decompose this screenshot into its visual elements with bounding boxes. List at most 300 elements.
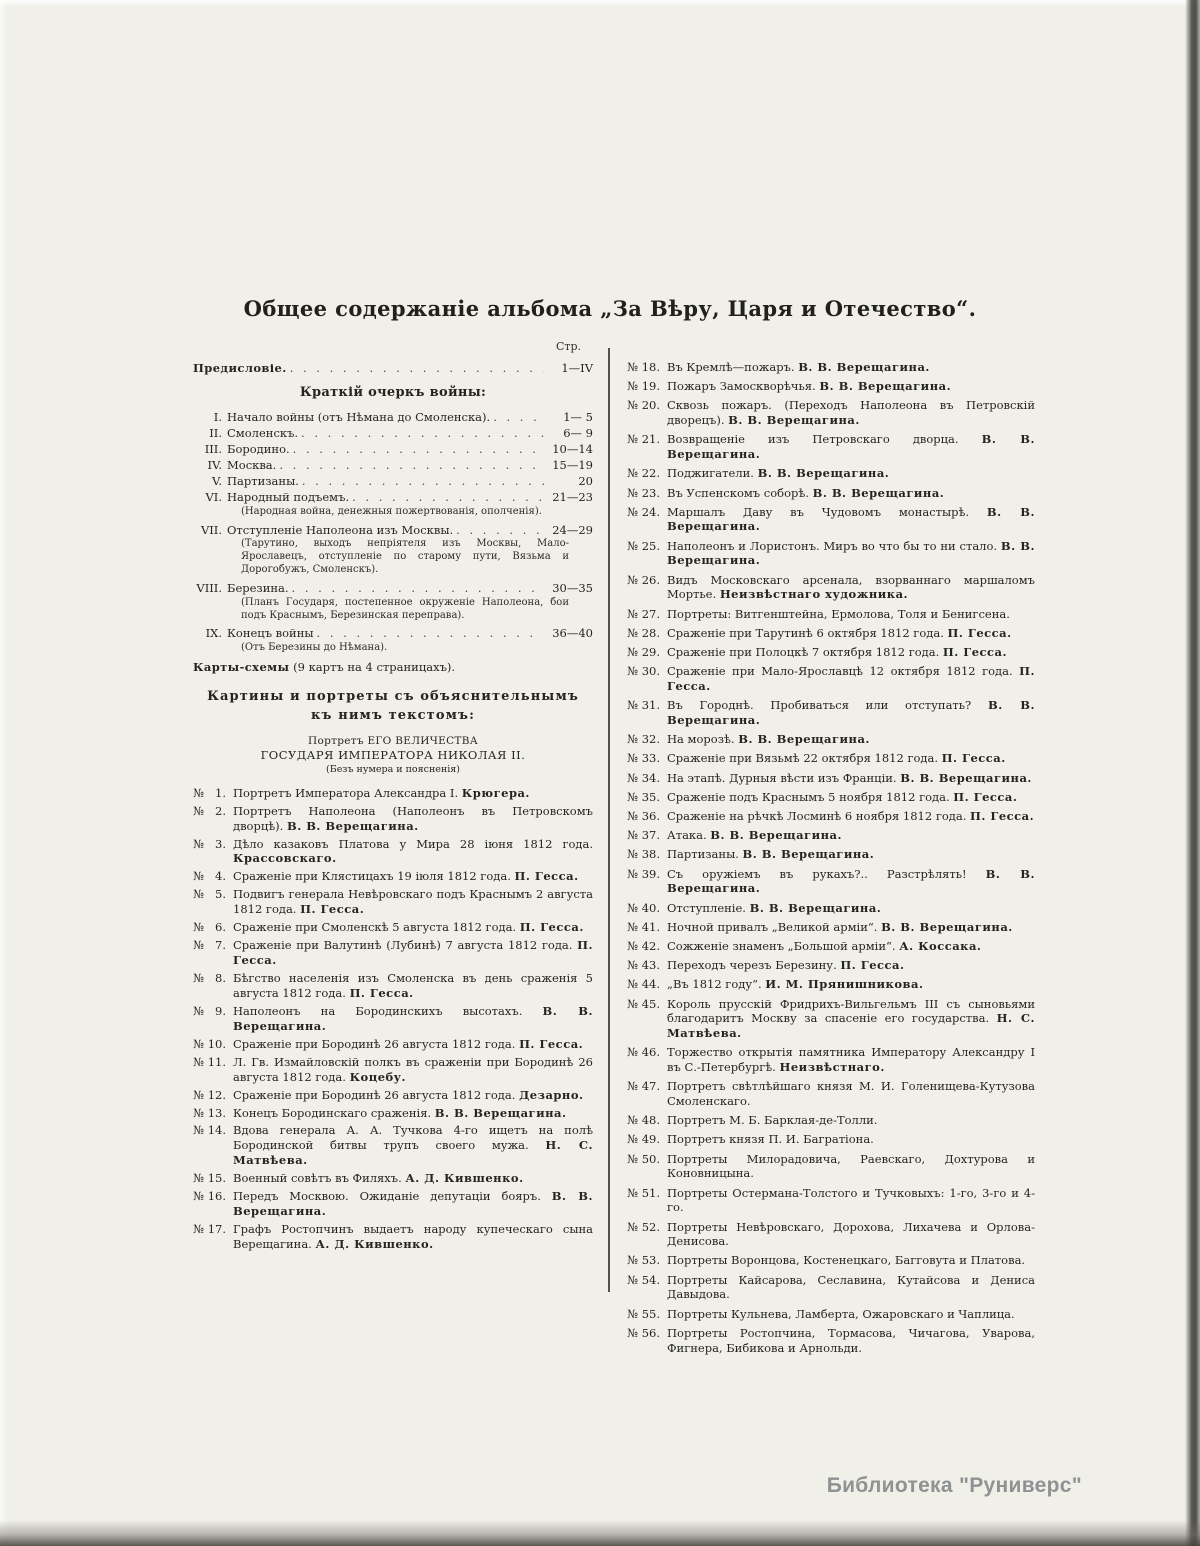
page-title: Общее содержаніе альбома „За Вѣру, Царя и Отечество“. <box>243 296 977 321</box>
essay-page-range: 36—40 <box>552 626 593 641</box>
item-title: На морозѣ. <box>667 732 739 747</box>
toc-item <box>193 804 593 834</box>
item-title: Конецъ Бородинскаго сраженія. <box>233 1105 435 1120</box>
numero-sign: № <box>627 1185 638 1200</box>
item-text <box>233 1171 593 1186</box>
item-number <box>627 573 667 602</box>
toc-item <box>627 398 1035 427</box>
toc-item <box>627 607 1035 622</box>
item-author: Н. С. Матвѣева. <box>667 1011 1035 1041</box>
item-index: 8. <box>215 971 226 985</box>
item-number <box>627 847 667 862</box>
item-title: Сраженіе подъ Краснымъ 5 ноября 1812 года. <box>667 789 954 804</box>
maps-rest: (9 картъ на 4 страницахъ). <box>289 660 456 675</box>
item-author: В. В. Верещагина. <box>738 732 870 747</box>
numero-sign: № <box>627 645 638 659</box>
item-text <box>233 804 593 834</box>
item-text <box>233 971 593 1001</box>
toc-item <box>627 432 1035 461</box>
numero-sign: № <box>627 485 638 500</box>
scan-edge-bottom <box>0 1520 1200 1546</box>
numero-sign: № <box>627 977 638 992</box>
numero-sign: № <box>627 789 638 804</box>
toc-item <box>193 971 593 1001</box>
numero-sign: № <box>627 1306 638 1321</box>
item-index: 39. <box>641 866 660 881</box>
numero-sign: № <box>627 1219 638 1234</box>
essay-page-range: 21—23 <box>552 489 593 504</box>
item-number <box>627 398 667 427</box>
item-index: 52. <box>641 1219 660 1234</box>
item-text <box>667 790 1035 805</box>
item-title: Портреты Кульнева, Ламберта, Ожаровскаго и Чаплица. <box>667 1306 1015 1321</box>
toc-item <box>193 920 593 935</box>
item-title: Переходъ черезъ Березину. <box>667 958 841 973</box>
item-author: В. В. Верещагина. <box>749 900 882 915</box>
item-text <box>667 867 1035 896</box>
item-index: 26. <box>641 572 660 587</box>
toc-item <box>627 847 1035 862</box>
item-title: Портреты Остермана-Толстого и Тучковыхъ: 1-го, 3-го и 4-го. <box>667 1185 1035 1215</box>
item-title: Портреты Милорадовича, Раевскаго, Дохтурова и Коновницына. <box>667 1151 1035 1181</box>
toc-item <box>627 1273 1035 1302</box>
item-title: Сраженіе при Клястицахъ 19 іюля 1812 года. <box>233 869 515 884</box>
item-number <box>627 1273 667 1302</box>
item-author: В. В. Верещагина. <box>667 866 1036 896</box>
item-number <box>627 1045 667 1074</box>
toc-item <box>627 1079 1035 1108</box>
item-index: 4. <box>215 869 226 884</box>
item-text <box>667 1113 1035 1128</box>
item-text <box>233 1037 593 1052</box>
toc-item <box>627 360 1035 375</box>
item-index: 27. <box>641 606 660 621</box>
item-title: Портретъ князя П. И. Багратіона. <box>667 1132 874 1147</box>
essay-item <box>193 523 593 538</box>
numero-sign: № <box>627 732 638 747</box>
essay-label: Народный подъемъ. <box>227 489 350 504</box>
item-author: Дезарно. <box>519 1087 584 1102</box>
numero-sign: № <box>193 836 204 851</box>
toc-item <box>627 1113 1035 1128</box>
item-title: Наполеонъ на Бородинскихъ высотахъ. <box>233 1003 543 1018</box>
numero-sign: № <box>627 398 638 413</box>
library-watermark: Библиотека "Руниверс" <box>826 1474 1082 1497</box>
item-title: Атака. <box>667 828 711 843</box>
item-number <box>627 751 667 766</box>
item-text <box>667 539 1035 568</box>
item-number <box>627 539 667 568</box>
item-index: 14. <box>207 1123 226 1138</box>
portrait-line-2: ГОСУДАРЯ ИМПЕРАТОРА НИКОЛАЯ II. <box>260 748 526 763</box>
item-index: 37. <box>641 828 660 843</box>
item-index: 46. <box>641 1045 660 1060</box>
item-title: Бѣгство населенія изъ Смоленска въ день сраженія 5 августа 1812 года. <box>233 971 593 1000</box>
numero-sign: № <box>627 1272 638 1287</box>
item-author: В. В. Верещагина. <box>798 360 930 374</box>
item-text <box>233 869 593 884</box>
page-number-column-header: Стр. <box>555 340 581 353</box>
numero-sign: № <box>627 1132 638 1147</box>
scan-edge-left <box>0 0 9 1546</box>
item-text <box>667 901 1035 916</box>
item-index: 34. <box>641 770 660 785</box>
essay-item <box>193 426 593 441</box>
item-index: 18. <box>641 360 660 374</box>
item-text <box>233 1222 593 1252</box>
item-author: П. Гесса. <box>947 625 1012 640</box>
item-number <box>627 1186 667 1215</box>
numero-sign: № <box>627 625 638 640</box>
essay-roman-numeral: VI. <box>205 489 222 504</box>
numero-sign: № <box>627 828 638 843</box>
toc-item <box>627 1307 1035 1322</box>
numero-sign: № <box>193 920 204 935</box>
item-text <box>233 1106 593 1121</box>
item-title: Вдова генерала А. А. Тучкова 4-го ищетъ на полѣ Бородинской битвы трупъ своего мужа. <box>233 1123 593 1153</box>
toc-item <box>627 698 1035 727</box>
item-author: В. В. Верещагина. <box>710 828 842 843</box>
essay-item <box>193 474 593 489</box>
toc-item <box>627 732 1035 747</box>
toc-item <box>627 1132 1035 1147</box>
item-number <box>193 971 233 1001</box>
item-text <box>667 1220 1035 1249</box>
essay-page-range: 10—14 <box>552 442 593 456</box>
item-index: 55. <box>641 1306 660 1321</box>
left-column <box>193 340 593 1255</box>
item-index: 38. <box>641 847 660 862</box>
item-author: А. Д. Кившенко. <box>315 1237 434 1251</box>
numero-sign: № <box>627 751 638 766</box>
essay-page-range: 20 <box>578 473 593 488</box>
item-index: 56. <box>641 1325 660 1340</box>
item-text <box>667 645 1035 660</box>
item-number <box>627 1326 667 1355</box>
essay-roman-numeral: II. <box>209 426 222 441</box>
essay-page-range: 24—29 <box>552 522 593 537</box>
item-index: 43. <box>641 958 660 973</box>
item-author: В. В. Верещагина. <box>667 504 1035 534</box>
toc-item <box>193 1106 593 1121</box>
item-title: На этапѣ. Дурныя вѣсти изъ Франціи. <box>667 770 901 785</box>
essay-roman-numeral: III. <box>204 442 222 456</box>
item-number <box>627 1220 667 1249</box>
item-title: Отступленіе. <box>667 900 750 915</box>
item-author: Крюгера. <box>461 785 530 800</box>
item-author: В. В. Верещагина. <box>233 1003 593 1033</box>
item-text <box>667 1186 1035 1215</box>
numero-sign: № <box>193 1036 204 1051</box>
numero-sign: № <box>627 698 638 713</box>
essay-note: (Народная война, денежныя пожертвованія, ополченія). <box>241 505 542 517</box>
item-index: 3. <box>215 836 226 851</box>
item-text <box>667 1045 1035 1074</box>
right-column <box>627 360 1035 1360</box>
item-author: И. М. Прянишникова. <box>765 977 924 992</box>
item-index: 16. <box>207 1189 226 1204</box>
item-number <box>627 997 667 1041</box>
item-number <box>193 1037 233 1052</box>
item-number <box>627 732 667 747</box>
item-title: Съ оружіемъ въ рукахъ?.. Разстрѣлять! <box>667 866 986 881</box>
item-text <box>233 938 593 968</box>
numero-sign: № <box>193 1087 204 1102</box>
preface-label: Предисловіе. <box>193 361 287 376</box>
item-text <box>667 379 1035 394</box>
toc-item <box>627 867 1035 896</box>
item-number <box>193 1055 233 1085</box>
essay-label: Начало войны (отъ Нѣмана до Смоленска). <box>227 410 491 425</box>
item-title: Король прусскій Фридрихъ-Вильгельмъ III съ сыновьями благодаритъ Москву за спасеніе его государства. <box>667 996 1035 1026</box>
numero-sign: № <box>627 1079 638 1094</box>
scan-edge-right <box>1185 0 1200 1546</box>
item-title: Подвигъ генерала Невѣровскаго подъ Краснымъ 2 августа 1812 года. <box>233 887 593 917</box>
toc-item <box>627 920 1035 935</box>
dot-leader <box>456 523 544 538</box>
item-author: В. В. Верещагина. <box>728 413 860 428</box>
item-index: 15. <box>207 1171 226 1186</box>
dot-leader <box>317 626 544 641</box>
essay-label: Москва. <box>227 457 277 472</box>
toc-item <box>193 1088 593 1103</box>
item-title: Маршалъ Даву въ Чудовомъ монастырѣ. <box>667 504 987 519</box>
item-number <box>193 938 233 968</box>
essay-page-range: 1— 5 <box>563 410 593 425</box>
essay-page-range: 30—35 <box>552 580 593 595</box>
item-author: В. В. Верещагина. <box>667 538 1036 568</box>
item-author: П. Гесса. <box>840 958 905 973</box>
item-author: П. Гесса. <box>519 1036 584 1051</box>
item-index: 24. <box>641 504 660 519</box>
numero-sign: № <box>627 866 638 881</box>
scan-edge-top <box>0 0 1200 7</box>
dot-leader <box>279 458 544 473</box>
essay-item <box>193 458 593 473</box>
item-title: Партизаны. <box>667 847 743 862</box>
numero-sign: № <box>627 379 638 394</box>
item-number <box>627 466 667 481</box>
item-title: Сожженіе знаменъ „Большой арміи“. <box>667 939 900 953</box>
item-index: 11. <box>207 1054 226 1069</box>
essay-item <box>193 581 593 596</box>
numero-sign: № <box>627 939 638 953</box>
item-text <box>233 1055 593 1085</box>
essay-item <box>193 626 593 641</box>
item-title: Портреты: Витгенштейна, Ермолова, Толя и Бенигсена. <box>667 606 1010 621</box>
item-title: Портретъ Наполеона (Наполеонъ въ Петровскомъ дворцѣ). <box>233 803 593 833</box>
item-number <box>627 486 667 501</box>
essay-label: Бородино. <box>227 442 290 456</box>
numero-sign: № <box>627 572 638 587</box>
item-number <box>193 786 233 801</box>
essay-item <box>193 410 593 425</box>
item-text <box>667 847 1035 862</box>
toc-item <box>627 939 1035 954</box>
item-title: Поджигатели. <box>667 466 758 481</box>
essay-item <box>193 442 593 457</box>
item-number <box>627 505 667 534</box>
toc-item <box>193 869 593 884</box>
toc-item <box>627 977 1035 992</box>
item-number <box>627 626 667 641</box>
item-number <box>627 977 667 992</box>
item-title: Графъ Ростопчинъ выдаетъ народу купеческаго сына Верещагина. <box>233 1222 593 1251</box>
item-number <box>627 698 667 727</box>
toc-item <box>627 790 1035 805</box>
item-text <box>667 1326 1035 1355</box>
item-title: Ночной привалъ „Великой арміи“. <box>667 919 882 934</box>
item-title: Сраженіе при Полоцкѣ 7 октября 1812 года. <box>667 645 943 659</box>
item-title: Торжество открытія памятника Императору Александру I въ С.-Петербургѣ. <box>667 1045 1035 1075</box>
item-index: 54. <box>641 1272 660 1287</box>
item-title: Передъ Москвою. Ожиданіе депутаціи бояръ. <box>233 1189 552 1204</box>
item-number <box>627 1152 667 1181</box>
essay-note: (Тарутино, выходъ непріятеля изъ Москвы, Мало-Ярославецъ, отступленіе по старому пути, Вязьма и Дорогобужъ, Смоленскъ). <box>241 538 569 576</box>
item-author: В. В. Верещагина. <box>819 379 952 394</box>
toc-item <box>627 1152 1035 1181</box>
toc-item <box>627 626 1035 641</box>
numero-sign: № <box>627 1253 638 1268</box>
item-author: В. В. Верещагина. <box>286 818 419 833</box>
item-author: В. В. Верещагина. <box>434 1105 567 1120</box>
toc-item <box>627 751 1035 766</box>
numero-sign: № <box>627 1113 638 1128</box>
item-number <box>627 664 667 693</box>
item-title: Видъ Московскаго арсенала, взорваннаго маршаломъ Мортье. <box>667 572 1035 602</box>
item-text <box>667 505 1035 534</box>
numero-sign: № <box>193 971 204 985</box>
numero-sign: № <box>193 1054 204 1069</box>
item-index: 44. <box>641 977 660 992</box>
essay-roman-numeral: VIII. <box>196 580 222 595</box>
numero-sign: № <box>627 432 638 447</box>
item-author: В. В. Верещагина. <box>667 698 1036 727</box>
numero-sign: № <box>193 887 204 902</box>
item-title: Наполеонъ и Лористонъ. Миръ во что бы то ни стало. <box>667 538 1001 553</box>
item-text <box>667 732 1035 747</box>
item-title: Портретъ свѣтлѣйшаго князя М. И. Голенищева-Кутузова Смоленскаго. <box>667 1079 1035 1108</box>
essay-list <box>193 410 593 655</box>
numero-sign: № <box>193 785 204 800</box>
item-index: 6. <box>215 920 226 935</box>
numero-sign: № <box>193 1171 204 1186</box>
item-number <box>627 790 667 805</box>
dot-leader <box>352 490 544 505</box>
toc-item <box>627 1045 1035 1074</box>
item-index: 48. <box>641 1113 660 1128</box>
numero-sign: № <box>193 938 204 953</box>
numero-sign: № <box>193 1105 204 1120</box>
item-text <box>667 398 1035 427</box>
toc-item <box>627 901 1035 916</box>
item-title: Сраженіе при Смоленскѣ 5 августа 1812 года. <box>233 920 520 935</box>
item-text <box>667 698 1035 727</box>
item-number <box>627 920 667 935</box>
item-text <box>667 751 1035 766</box>
item-number <box>627 1307 667 1322</box>
essay-roman-numeral: I. <box>213 410 222 425</box>
portrait-note <box>193 735 593 777</box>
item-title: Портреты Воронцова, Костенецкаго, Багговута и Платова. <box>667 1253 1026 1268</box>
essay-roman-numeral: IV. <box>207 457 222 472</box>
item-number <box>627 432 667 461</box>
item-author: П. Гесса. <box>514 869 579 884</box>
item-title: Сраженіе при Валутинѣ (Лубинѣ) 7 августа 1812 года. <box>233 938 578 953</box>
toc-item <box>193 1037 593 1052</box>
item-author: А. Коссака. <box>899 939 982 953</box>
item-index: 23. <box>641 485 660 500</box>
item-author: П. Гесса. <box>667 664 1035 693</box>
item-index: 5. <box>215 887 226 902</box>
toc-item <box>193 938 593 968</box>
item-author: П. Гесса. <box>349 985 414 1000</box>
item-index: 21. <box>641 432 660 447</box>
item-index: 35. <box>641 789 660 804</box>
toc-item <box>193 1222 593 1252</box>
dot-leader <box>302 474 544 489</box>
dot-leader <box>292 581 544 596</box>
item-author: В. В. Верещагина. <box>900 770 1032 785</box>
item-number <box>193 1222 233 1252</box>
toc-item <box>627 997 1035 1041</box>
numero-sign: № <box>193 869 204 884</box>
item-index: 9. <box>215 1003 226 1018</box>
essay-label: Конецъ войны <box>227 626 314 641</box>
item-text <box>233 837 593 867</box>
item-author: П. Гесса. <box>300 902 365 917</box>
numero-sign: № <box>627 1325 638 1340</box>
item-index: 31. <box>641 698 660 713</box>
toc-item <box>193 1171 593 1186</box>
toc-item <box>193 837 593 867</box>
preface-entry <box>193 361 593 376</box>
toc-item <box>627 771 1035 786</box>
item-text <box>667 958 1035 973</box>
item-text <box>233 887 593 917</box>
preface-pages: 1—IV <box>561 361 593 376</box>
item-text <box>667 1307 1035 1322</box>
item-index: 47. <box>641 1079 660 1094</box>
item-index: 45. <box>641 996 660 1011</box>
item-text <box>233 1123 593 1168</box>
essay-note: (Отъ Березины до Нѣмана). <box>241 642 388 654</box>
toc-item <box>193 786 593 801</box>
item-text <box>233 920 593 935</box>
numero-sign: № <box>627 504 638 519</box>
item-text <box>667 1079 1035 1108</box>
toc-item <box>627 573 1035 602</box>
dot-leader <box>290 361 544 376</box>
item-text <box>667 920 1035 935</box>
essay-note: (Планъ Государя, постепенное окруженіе Наполеона, бои подъ Краснымъ, Березинская переправа). <box>241 596 569 621</box>
item-author: В. В. Верещагина. <box>233 1189 593 1219</box>
item-title: Портретъ Императора Александра I. <box>233 785 462 800</box>
item-text <box>667 1253 1035 1268</box>
item-title: Портреты Ростопчина, Тормасова, Чичагова, Уварова, Фигнера, Бибикова и Арнольди. <box>667 1325 1035 1355</box>
essay-label: Отступленіе Наполеона изъ Москвы. <box>227 522 454 537</box>
item-number <box>627 1253 667 1268</box>
item-index: 40. <box>641 900 660 915</box>
numero-sign: № <box>627 900 638 915</box>
item-title: Сраженіе при Бородинѣ 26 августа 1812 года. <box>233 1087 520 1102</box>
numero-sign: № <box>627 360 638 374</box>
item-number <box>627 1079 667 1108</box>
dot-leader <box>493 410 544 425</box>
pictures-section-heading: Картины и портреты съ объяснительнымъ къ нимъ текстомъ: <box>207 689 579 723</box>
item-text <box>667 939 1035 954</box>
item-number <box>193 1106 233 1121</box>
